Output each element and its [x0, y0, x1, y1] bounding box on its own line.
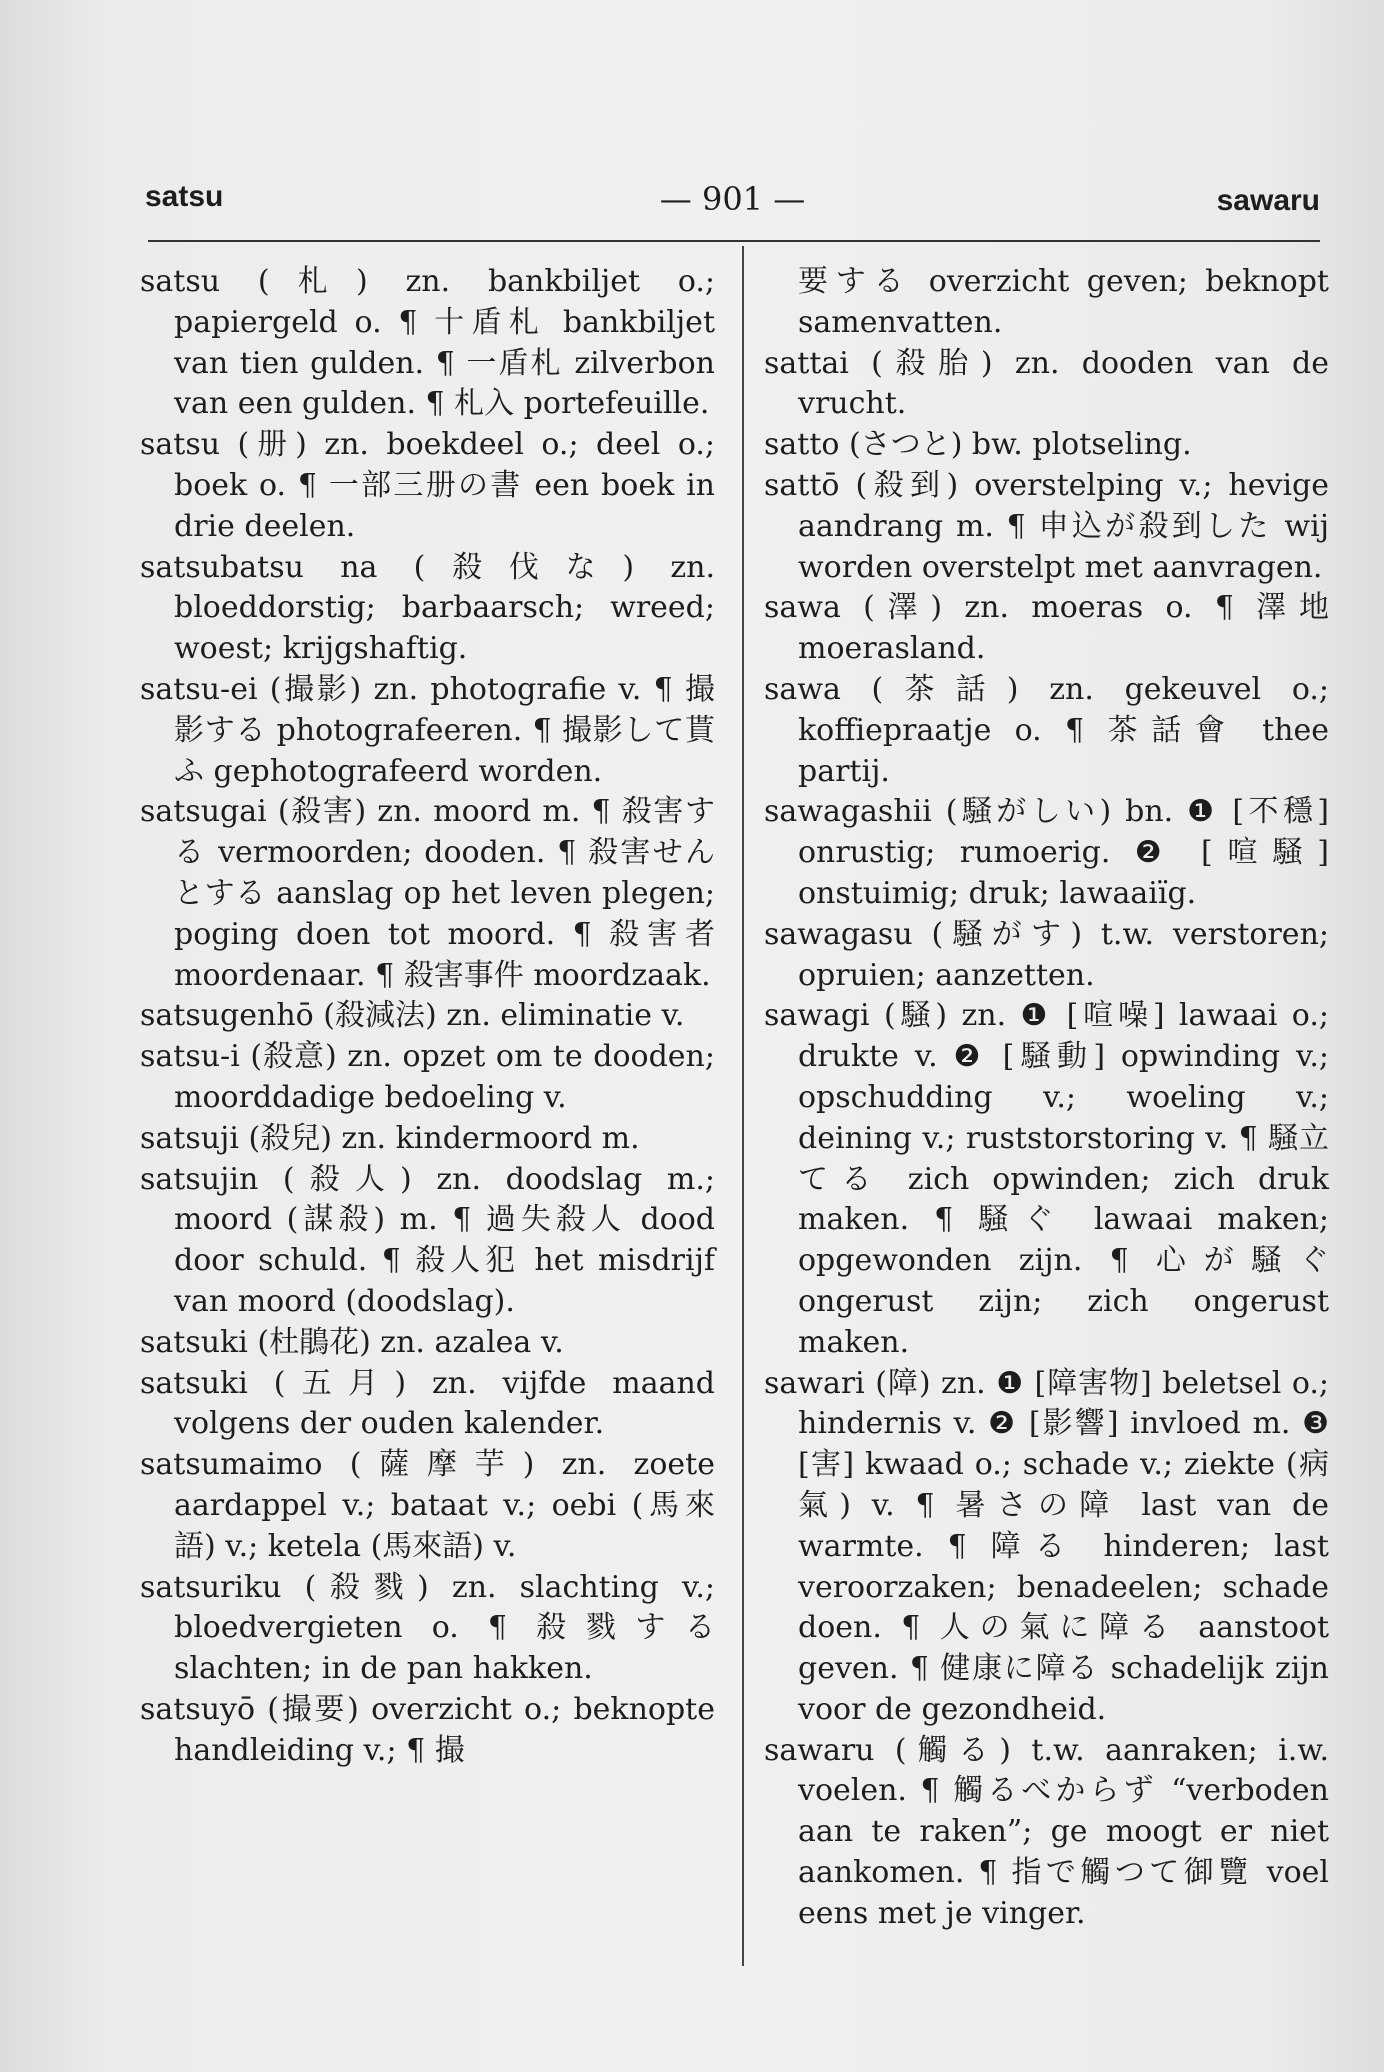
- page-header: [145, 180, 1320, 230]
- header-rule: [148, 240, 1320, 242]
- dictionary-entry: sawagi (騒) zn. ❶ [喧噪] lawaai o.; drukte v. ❷ [騒動] opwinding v.; opschudding v.; woeling v.; deining v.; ruststorstoring v. ¶ 騒立てる zich opwinden; zich druk maken. ¶ 騒ぐ lawaai maken; opgewonden zijn. ¶ 心が騒ぐ ongerust zijn; zich ongerust maken.: [764, 998, 1329, 1360]
- dictionary-entry: satto (さつと) bw. plotseling.: [764, 427, 1192, 463]
- dictionary-entry: satsubatsu na (殺伐な) zn. bloeddorstig; barbaarsch; wreed; woest; krijgshaftig.: [140, 549, 715, 667]
- dictionary-entry: satsu-i (殺意) zn. opzet om te dooden; moorddadige bedoeling v.: [140, 1039, 715, 1115]
- dictionary-entry: satsuki (杜鵑花) zn. azalea v.: [140, 1324, 564, 1360]
- dictionary-entry: satsuyō (撮要) overzicht o.; beknopte handleiding v.; ¶ 撮: [140, 1691, 715, 1768]
- left-column: [140, 262, 715, 1771]
- dictionary-entry: satsu-ei (撮影) zn. photografie v. ¶ 撮影する photografeeren. ¶ 撮影して貰ふ gephotografeerd worden.: [140, 671, 715, 789]
- dictionary-entry: sawa (澤) zn. moeras o. ¶ 澤地 moerasland.: [764, 590, 1329, 667]
- header-right-guideword: sawaru: [1216, 184, 1320, 217]
- dictionary-entry: satsumaimo (薩摩芋) zn. zoete aardappel v.; bataat v.; oebi (馬來語) v.; ketela (馬來語) v.: [140, 1447, 715, 1564]
- right-column: [764, 262, 1329, 1935]
- dictionary-entry: satsuji (殺兒) zn. kindermoord m.: [140, 1120, 640, 1156]
- dictionary-entry: satsugai (殺害) zn. moord m. ¶ 殺害する vermoorden; dooden. ¶ 殺害せんとする aanslag op het leven plegen; poging doen tot moord. ¶ 殺害者 moordenaar. ¶ 殺害事件 moordzaak.: [140, 794, 715, 993]
- dictionary-entry: sawari (障) zn. ❶ [障害物] beletsel o.; hindernis v. ❷ [影響] invloed m. ❸ [害] kwaad o.; schade v.; ziekte (病氣) v. ¶ 暑さの障 last van de warmte. ¶ 障る hinderen; last veroorzaken; benadeelen; schade doen. ¶ 人の氣に障る aanstoot geven. ¶ 健康に障る schadelijk zijn voor de gezondheid.: [764, 1365, 1329, 1727]
- dictionary-entry: satsuki (五月) zn. vijfde maand volgens der ouden kalender.: [140, 1365, 715, 1442]
- dictionary-entry: sawagasu (騒がす) t.w. verstoren; opruien; aanzetten.: [764, 916, 1329, 993]
- dictionary-entry: sawaru (觸る) t.w. aanraken; i.w. voelen. ¶ 觸るべからず “verboden aan te raken”; ge moogt er niet aankomen. ¶ 指で觸つて御覽 voel eens met je vinger.: [764, 1732, 1329, 1931]
- dictionary-entry: sattō (殺到) overstelping v.; hevige aandrang m. ¶ 申込が殺到した wij worden overstelpt met aanvragen.: [764, 467, 1329, 585]
- dictionary-entry: satsu (札) zn. bankbiljet o.; papiergeld o. ¶ 十盾札 bankbiljet van tien gulden. ¶ 一盾札 zilverbon van een gulden. ¶ 札入 portefeuille.: [140, 264, 715, 422]
- dictionary-entry: sawagashii (騒がしい) bn. ❶ [不穩] onrustig; rumoerig. ❷ [喧騒] onstuimig; druk; lawaaiïg.: [764, 794, 1329, 911]
- dictionary-entry: sattai (殺胎) zn. dooden van de vrucht.: [764, 345, 1329, 422]
- dictionary-entry: satsuriku (殺戮) zn. slachting v.; bloedvergieten o. ¶ 殺戮する slachten; in de pan hakken.: [140, 1569, 715, 1687]
- dictionary-entry: satsugenhō (殺減法) zn. eliminatie v.: [140, 998, 685, 1034]
- dictionary-entry: satsujin (殺人) zn. doodslag m.; moord (謀殺) m. ¶ 過失殺人 dood door schuld. ¶ 殺人犯 het misdrijf van moord (doodslag).: [140, 1161, 715, 1319]
- page-number: — 901 —: [659, 180, 806, 218]
- column-divider: [742, 246, 744, 1966]
- dictionary-entry-continuation: 要する overzicht geven; beknopt samenvatten.: [798, 264, 1329, 340]
- dictionary-entry: sawa (茶話) zn. gekeuvel o.; koffiepraatje o. ¶ 茶話會 thee partij.: [764, 671, 1329, 789]
- header-left-guideword: satsu: [145, 180, 224, 213]
- dictionary-entry: satsu (册) zn. boekdeel o.; deel o.; boek o. ¶ 一部三册の書 een boek in drie deelen.: [140, 427, 715, 544]
